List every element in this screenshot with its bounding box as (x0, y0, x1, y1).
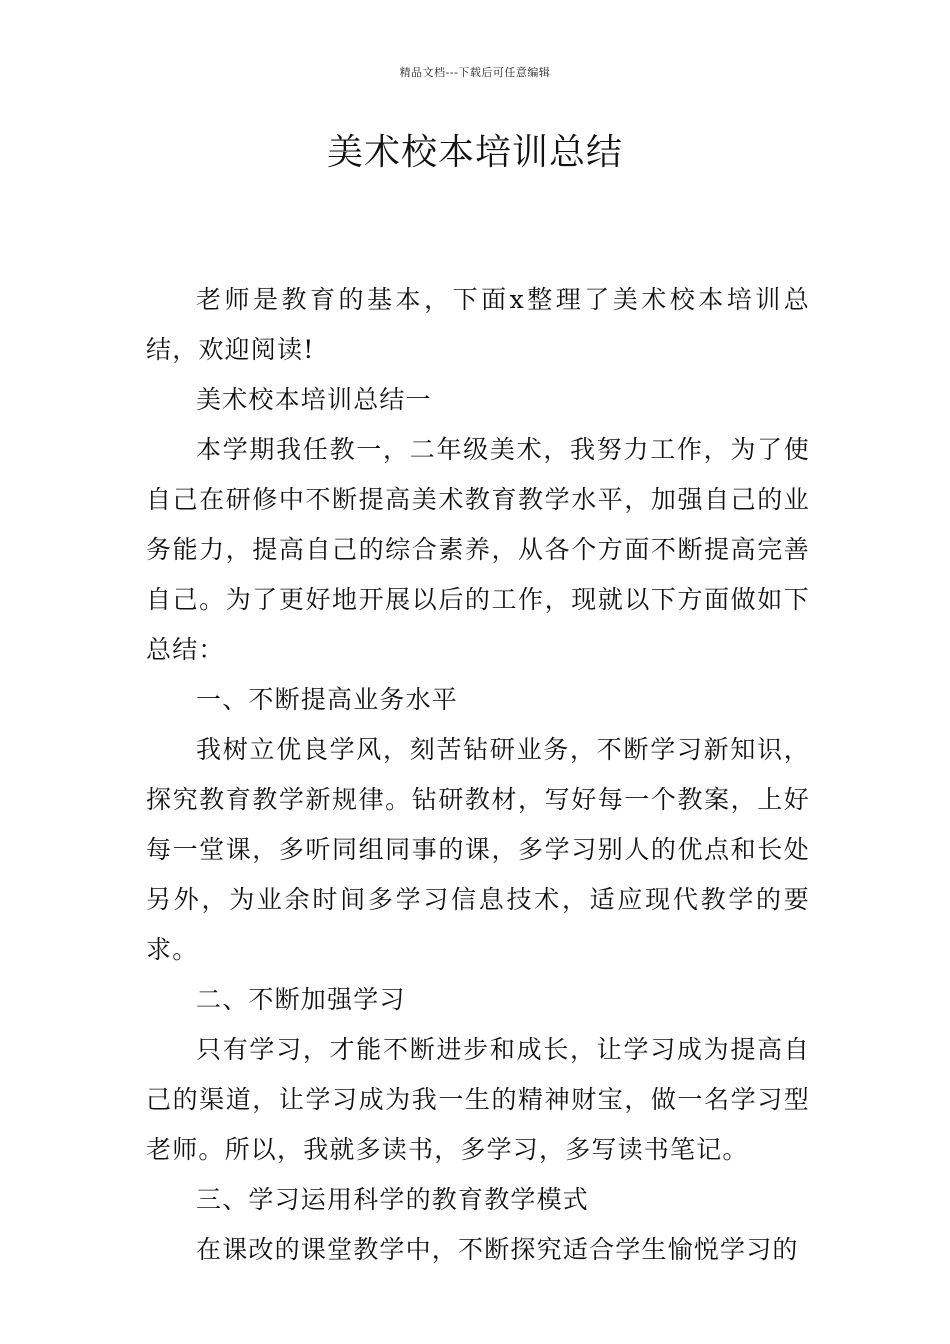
body-paragraph: 本学期我任教一，二年级美术，我努力工作，为了使自己在研修中不断提高美术教育教学水平，加强自己的业务能力，提高自己的综合素养，从各个方面不断提高完善自己。为了更好地开展以后的工作，现就以下方面做如下总结： (146, 435, 810, 664)
section-heading: 二、不断加强学习 (196, 985, 406, 1014)
intro-paragraph: 老师是教育的基本，下面x整理了美术校本培训总结，欢迎阅读! (146, 285, 810, 364)
document-body (146, 275, 810, 1275)
body-paragraph: 我树立优良学风，刻苦钻研业务，不断学习新知识，探究教育教学新规律。钻研教材，写好每一个教案，上好每一堂课，多听同组同事的课，多学习别人的优点和长处另外，为业余时间多学习信息技术，适应现代教学的要求。 (146, 735, 810, 964)
header-note: 精品文档---下载后可任意编辑 (399, 66, 551, 79)
section-heading: 美术校本培训总结一 (196, 385, 432, 414)
body-paragraph: 在课改的课堂教学中，不断探究适合学生愉悦学习的 (196, 1235, 799, 1264)
document-title: 美术校本培训总结 (326, 132, 623, 173)
body-paragraph: 只有学习，才能不断进步和成长，让学习成为提高自己的渠道，让学习成为我一生的精神财宝，做一名学习型老师。所以，我就多读书，多学习，多写读书笔记。 (146, 1035, 810, 1164)
section-heading: 一、不断提高业务水平 (196, 685, 459, 714)
section-heading: 三、学习运用科学的教育教学模式 (196, 1185, 590, 1214)
